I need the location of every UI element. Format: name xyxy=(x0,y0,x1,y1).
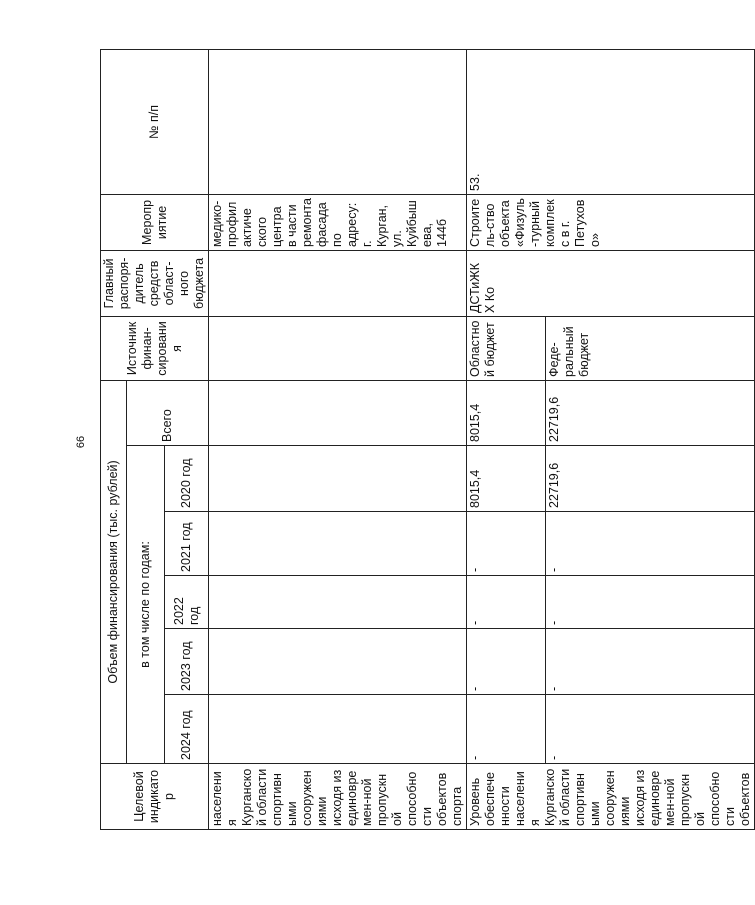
row1-source xyxy=(209,316,467,380)
header-year-2022: 2022 год xyxy=(165,576,209,629)
header-year-2024: 2024 год xyxy=(165,695,209,764)
row2-y2023-a: - xyxy=(467,629,546,695)
row1-num xyxy=(209,49,467,194)
row1-activity: медико-профилактиче ского центра в части ремонта фасада по адресу: г. Курган, ул. Куйбышева, 144б xyxy=(209,194,467,250)
row2-y2024-a: - xyxy=(467,695,546,764)
row1-y2022 xyxy=(209,576,467,629)
row2-source-a: Областной бюджет xyxy=(467,316,546,380)
header-indicator: Целевой индикатор xyxy=(101,764,209,830)
row2-y2021-a: - xyxy=(467,512,546,576)
row2-y2020-b: 22719,6 xyxy=(546,446,755,512)
row2-y2024-b: - xyxy=(546,695,755,764)
header-by-year: в том числе по годам: xyxy=(127,446,165,764)
row2-manager: ДСТиЖК Х Ко xyxy=(467,250,755,316)
row2-total-b: 22719,6 xyxy=(546,380,755,445)
page-number: 66 xyxy=(75,435,87,449)
row2-y2023-b: - xyxy=(546,629,755,695)
row1-indicator: населения Курганской области спортивными сооружениями исходя из единовремен-ной пропускной способности объектов спорта xyxy=(209,764,467,830)
header-num: № п/п xyxy=(101,49,209,194)
header-source: Источник финан-сирования xyxy=(101,316,209,380)
row1-manager xyxy=(209,250,467,316)
table-row xyxy=(467,49,546,829)
row2-indicator: Уровень обеспеченности населения Курганской области спортивными сооружениями исходя из единовремен-ной пропускной способности объектов xyxy=(467,764,755,830)
row1-y2023 xyxy=(209,629,467,695)
header-activity: Мероприятие xyxy=(101,194,209,250)
header-total: Всего xyxy=(127,380,209,445)
header-year-2023: 2023 год xyxy=(165,629,209,695)
rotated-table-wrapper xyxy=(100,50,752,830)
row1-y2021 xyxy=(209,512,467,576)
row2-y2022-b: - xyxy=(546,576,755,629)
row2-y2021-b: - xyxy=(546,512,755,576)
row2-source-b: Феде-ральный бюджет xyxy=(546,316,755,380)
row2-activity: Строитель-ство объекта «Физуль-турный комплекс в г. Петухово» xyxy=(467,194,755,250)
table-row xyxy=(209,49,467,829)
row1-y2020 xyxy=(209,446,467,512)
header-funding: Объем финансирования (тыс. рублей) xyxy=(101,380,127,763)
row2-y2020-a: 8015,4 xyxy=(467,446,546,512)
header-manager: Главный распоря-дитель средств област-ного бюджета xyxy=(101,250,209,316)
row2-y2022-a: - xyxy=(467,576,546,629)
row1-y2024 xyxy=(209,695,467,764)
header-year-2020: 2020 год xyxy=(165,446,209,512)
row1-total xyxy=(209,380,467,445)
row2-total-a: 8015,4 xyxy=(467,380,546,445)
header-year-2021: 2021 год xyxy=(165,512,209,576)
funding-table xyxy=(100,49,755,830)
row2-num: 53. xyxy=(467,49,755,194)
